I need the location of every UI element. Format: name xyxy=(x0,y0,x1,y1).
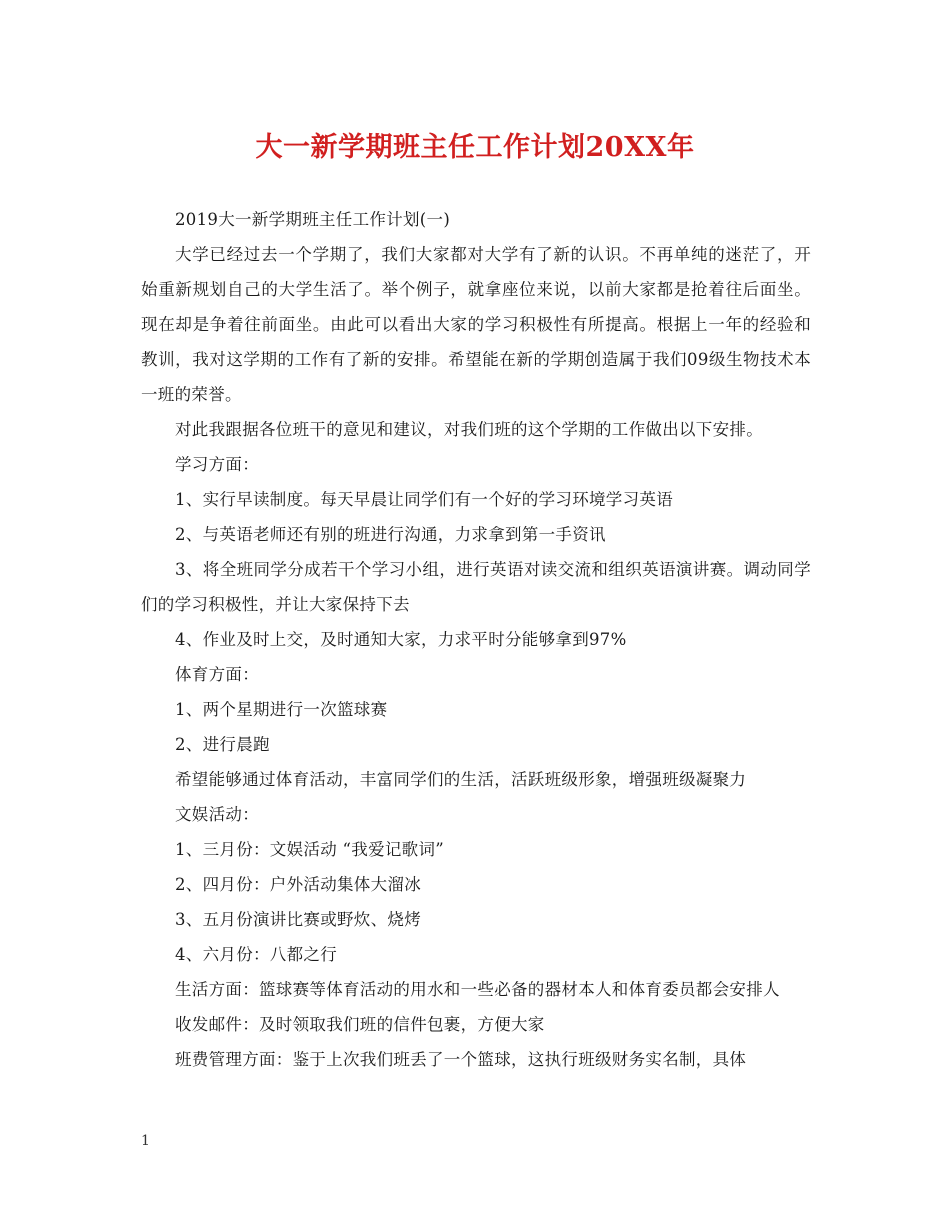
section-heading: 文娱活动： xyxy=(175,805,259,824)
list-item: 2、进行晨跑 xyxy=(175,735,270,754)
section-heading: 学习方面： xyxy=(175,455,259,474)
paragraph: 2019大一新学期班主任工作计划(一) xyxy=(175,210,451,229)
paragraph: 班费管理方面：鉴于上次我们班丢了一个篮球，这执行班级财务实名制，具体 xyxy=(175,1050,747,1069)
paragraph: 生活方面：篮球赛等体育活动的用水和一些必备的器材本人和体育委员都会安排人 xyxy=(175,980,780,999)
list-item: 3、五月份演讲比赛或野炊、烧烤 xyxy=(175,910,421,929)
paragraph: 希望能够通过体育活动，丰富同学们的生活，活跃班级形象，增强班级凝聚力 xyxy=(175,770,747,789)
page-number: 1 xyxy=(141,1133,150,1149)
paragraph: 收发邮件：及时领取我们班的信件包裹，方便大家 xyxy=(175,1015,545,1034)
paragraph: 大学已经过去一个学期了，我们大家都对大学有了新的认识。不再单纯的迷茫了，开始重新规划自己的大学生活了。举个例子，就拿座位来说，以前大家都是抢着往后面坐。现在却是争着往前面坐。由此可以看出大家的学习积极性有所提高。根据上一年的经验和教训，我对这学期的工作有了新的安排。希望能在新的学期创造属于我们09级生物技术本一班的荣誉。 xyxy=(141,245,811,404)
list-item: 2、与英语老师还有别的班进行沟通，力求拿到第一手资讯 xyxy=(175,525,606,544)
paragraph: 对此我跟据各位班干的意见和建议，对我们班的这个学期的工作做出以下安排。 xyxy=(175,420,763,439)
document-body xyxy=(141,202,811,1077)
document-title: 大一新学期班主任工作计划20XX年 xyxy=(255,132,695,163)
list-item: 2、四月份：户外活动集体大溜冰 xyxy=(175,875,421,894)
list-item: 4、六月份：八都之行 xyxy=(175,945,337,964)
list-item: 3、将全班同学分成若干个学习小组，进行英语对读交流和组织英语演讲赛。调动同学们的学习积极性，并让大家保持下去 xyxy=(141,560,811,614)
list-item: 1、两个星期进行一次篮球赛 xyxy=(175,700,388,719)
list-item: 4、作业及时上交，及时通知大家，力求平时分能够拿到97% xyxy=(175,630,627,649)
list-item: 1、三月份：文娱活动 “我爱记歌词” xyxy=(175,840,445,859)
list-item: 1、实行早读制度。每天早晨让同学们有一个好的学习环境学习英语 xyxy=(175,490,673,509)
section-heading: 体育方面： xyxy=(175,665,259,684)
